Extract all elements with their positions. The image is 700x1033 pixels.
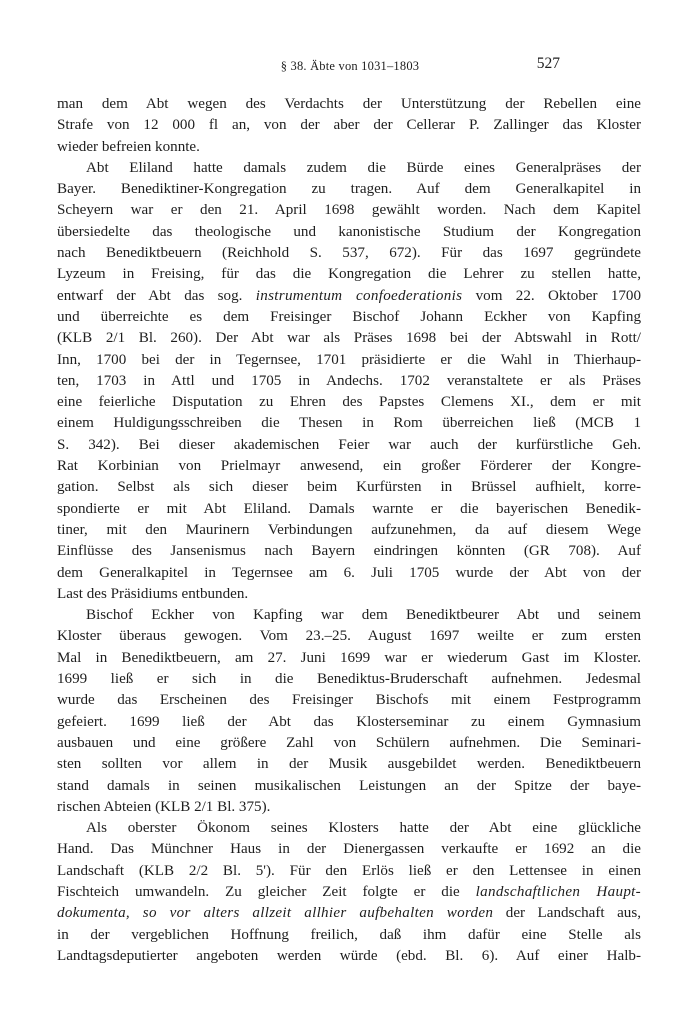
text-segment: Bischof Eckher von Kapfing war dem Benediktbeurer Abt und seinem — [86, 607, 641, 624]
text-line — [57, 137, 641, 158]
text-line — [57, 818, 641, 839]
text-segment: der Landschaft aus, — [493, 905, 641, 922]
text-line — [57, 520, 641, 541]
text-segment: (KLB 2/1 Bl. 260). Der Abt war als Präses 1698 bei der Abtswahl in Rott/ — [57, 330, 641, 347]
text-line — [57, 264, 641, 285]
text-line — [57, 797, 641, 818]
text-line — [57, 690, 641, 711]
body-text — [57, 94, 641, 967]
text-line — [57, 371, 641, 392]
text-segment: sten sollten vor allem in der Musik ausgebildet werden. Benediktbeuern — [57, 756, 641, 773]
text-segment: entwarf der Abt das sog. — [57, 287, 256, 304]
text-segment: spondierte er mit Abt Eliland. Damals warnte er die bayerischen Benedik- — [57, 500, 641, 517]
text-segment: Hand. Das Münchner Haus in der Dienergassen verkaufte er 1692 an die — [57, 841, 641, 858]
text-segment: ausbauen und eine größere Zahl von Schülern aufnehmen. Die Seminari- — [57, 734, 641, 751]
text-segment: Inn, 1700 bei der in Tegernsee, 1701 präsidierte er die Wahl in Thierhaup- — [57, 351, 641, 368]
italic-phrase: landschaftlichen Haupt- — [475, 883, 641, 900]
text-line — [57, 328, 641, 349]
text-line — [57, 712, 641, 733]
text-segment: Scheyern war er den 21. April 1698 gewählt worden. Nach dem Kapitel — [57, 202, 641, 219]
text-segment: und überreichte es dem Freisinger Bischof Johann Eckher von Kapfing — [57, 308, 641, 325]
text-segment: gefeiert. 1699 ließ der Abt das Klosterseminar zu einem Gymnasium — [57, 713, 641, 730]
text-line — [57, 435, 641, 456]
text-segment: Einflüsse des Jansenismus nach Bayern eindringen könnten (GR 708). Auf — [57, 543, 641, 560]
text-line — [57, 115, 641, 136]
text-segment: Bayer. Benediktiner-Kongregation zu tragen. Auf dem Generalkapitel in — [57, 181, 641, 198]
text-line — [57, 861, 641, 882]
text-segment: Landschaft (KLB 2/2 Bl. 5'). Für den Erlös ließ er den Lettensee in einen — [57, 862, 641, 879]
text-line — [57, 605, 641, 626]
text-line — [57, 413, 641, 434]
text-line — [57, 392, 641, 413]
text-segment: in der vergeblichen Hoffnung freilich, daß ihm dafür eine Stelle als — [57, 926, 641, 943]
text-line — [57, 669, 641, 690]
text-line — [57, 541, 641, 562]
text-segment: Strafe von 12 000 fl an, von der aber der Cellerar P. Zallinger das Kloster — [57, 117, 641, 134]
text-segment: stand damals in seinen musikalischen Leistungen an der Spitze der baye- — [57, 777, 641, 794]
text-line — [57, 882, 641, 903]
text-line — [57, 158, 641, 179]
text-line — [57, 200, 641, 221]
text-line — [57, 350, 641, 371]
text-line — [57, 222, 641, 243]
text-line — [57, 477, 641, 498]
text-line — [57, 456, 641, 477]
text-line — [57, 648, 641, 669]
text-line — [57, 776, 641, 797]
text-line — [57, 626, 641, 647]
text-segment: nach Benediktbeuern (Reichhold S. 537, 672). Für das 1697 gegründete — [57, 245, 641, 262]
text-line — [57, 286, 641, 307]
text-segment: dem Generalkapitel in Tegernsee am 6. Juli 1705 wurde der Abt von der — [57, 564, 641, 581]
text-segment: man dem Abt wegen des Verdachts der Unterstützung der Rebellen eine — [57, 96, 641, 112]
text-segment: eine feierliche Disputation zu Ehren des Papstes Clemens XI., dem er mit — [57, 394, 641, 411]
text-line — [57, 94, 641, 115]
text-line — [57, 925, 641, 946]
text-line — [57, 179, 641, 200]
text-segment: ten, 1703 in Attl und 1705 in Andechs. 1702 veranstaltete er als Präses — [57, 372, 641, 389]
text-segment: wieder befreien konnte. — [57, 138, 200, 155]
italic-phrase: instrumentum confoederationis — [255, 287, 463, 304]
text-line — [57, 563, 641, 584]
text-segment: gation. Selbst als sich dieser beim Kurfürsten in Brüssel aufhielt, korre- — [57, 479, 641, 496]
text-segment: S. 342). Bei dieser akademischen Feier war auch der kurfürstliche Geh. — [57, 436, 641, 453]
text-line — [57, 839, 641, 860]
text-segment: Abt Eliland hatte damals zudem die Bürde eines Generalpräses der — [86, 159, 641, 176]
text-segment: Last des Präsidiums entbunden. — [57, 585, 249, 602]
italic-phrase: dokumenta, so vor alters allzeit allhier aufbehalten worden — [57, 905, 494, 922]
text-segment: Mal in Benediktbeuern, am 27. Juni 1699 war er wiederum Gast im Kloster. — [57, 649, 641, 666]
text-segment: tiner, mit den Maurinern Verbindungen aufzunehmen, da auf diesem Wege — [57, 521, 641, 538]
text-segment: Fischteich umwandeln. Zu gleicher Zeit folgte er die — [57, 883, 476, 900]
text-segment: übersiedelte das theologische und kanonistische Studium der Kongregation — [57, 223, 641, 240]
running-header — [0, 57, 700, 79]
page-number: 527 — [536, 55, 560, 72]
text-line — [57, 903, 641, 924]
text-segment: einem Huldigungsschreiben die Thesen in Rom überreichen ließ (MCB 1 — [57, 415, 641, 432]
text-segment: vom 22. Oktober 1700 — [462, 287, 642, 304]
section-title: § 38. Äbte von 1031–1803 — [280, 59, 420, 73]
text-line — [57, 584, 641, 605]
text-line — [57, 499, 641, 520]
text-line — [57, 243, 641, 264]
text-segment: wurde das Erscheinen des Freisinger Bischofs mit einem Festprogramm — [57, 692, 641, 709]
text-segment: Landtagsdeputierter angeboten werden würde (ebd. Bl. 6). Auf einer Halb- — [57, 947, 641, 964]
text-line — [57, 946, 641, 967]
text-line — [57, 307, 641, 328]
text-line — [57, 733, 641, 754]
text-segment: 1699 ließ er sich in die Benediktus-Bruderschaft aufnehmen. Jedesmal — [57, 671, 641, 688]
text-segment: Kloster überaus gewogen. Vom 23.–25. August 1697 weilte er zum ersten — [57, 628, 641, 645]
text-line — [57, 754, 641, 775]
text-segment: Rat Korbinian von Prielmayr anwesend, ein großer Förderer der Kongre- — [57, 458, 641, 475]
text-segment: Lyzeum in Freising, für das die Kongregation die Lehrer zu stellen hatte, — [57, 266, 641, 283]
text-segment: Als oberster Ökonom seines Klosters hatte der Abt eine glückliche — [86, 820, 641, 837]
text-segment: rischen Abteien (KLB 2/1 Bl. 375). — [57, 798, 271, 815]
